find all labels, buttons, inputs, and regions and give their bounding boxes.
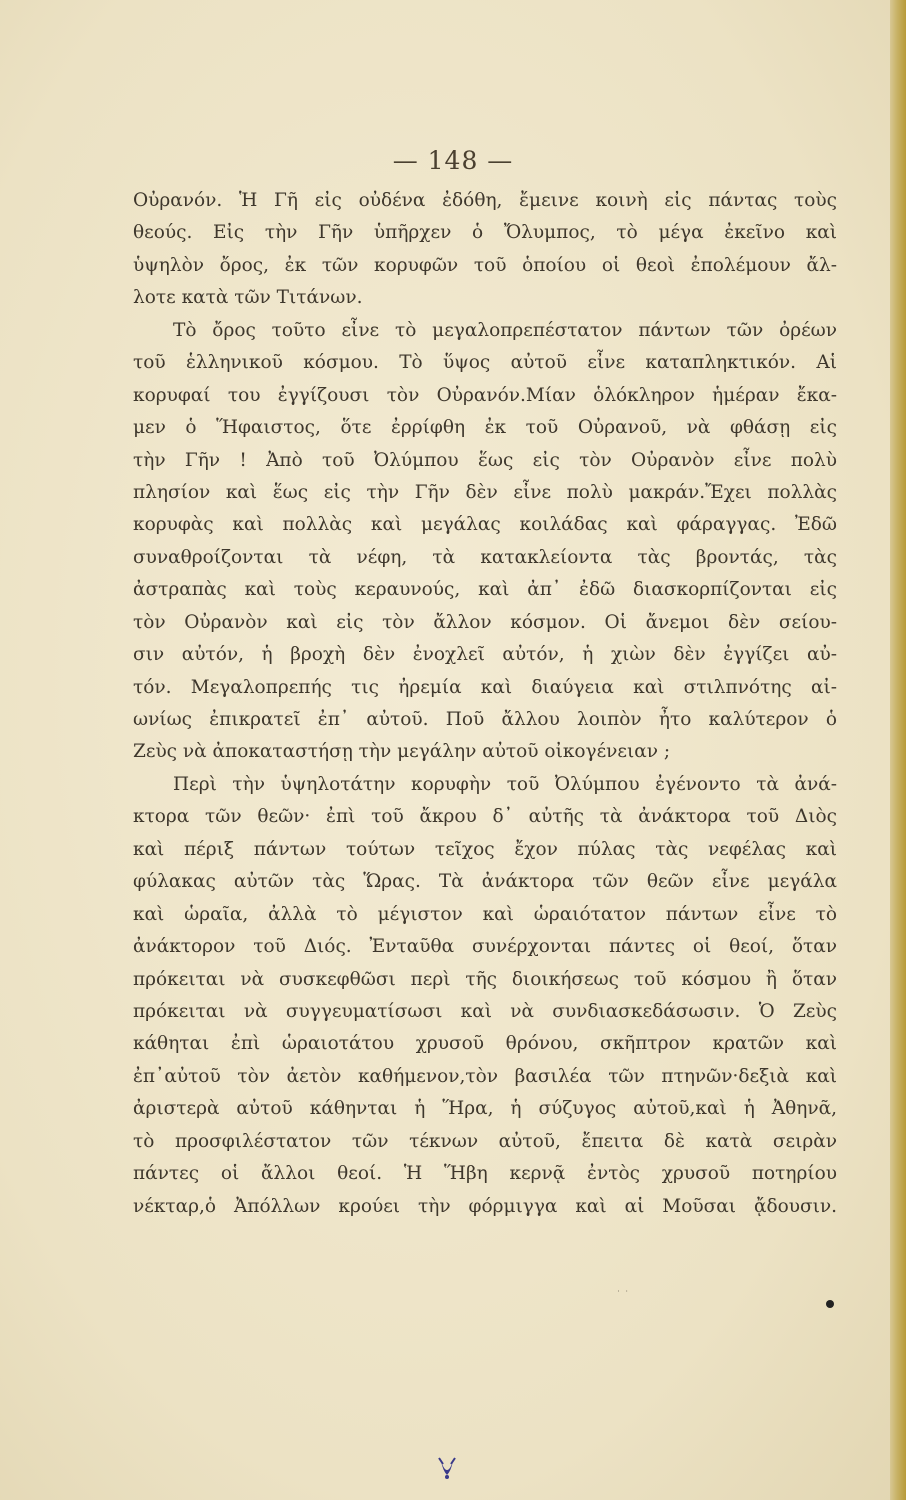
text-line: ἀνάκτορον τοῦ Διός. Ἐνταῦθα συνέρχονται πάντες οἱ θεοί, ὅταν [133, 936, 837, 958]
text-line: τοῦ ἑλληνικοῦ κόσμου. Τὸ ὕψος αὐτοῦ εἶνε καταπληκτικόν. Αἱ [133, 352, 837, 374]
text-line: θεούς. Εἰς τὴν Γῆν ὑπῆρχεν ὁ Ὄλυμπος, τὸ μέγα ἐκεῖνο καὶ [133, 222, 837, 244]
text-line: Οὐρανόν. Ἡ Γῆ εἰς οὐδένα ἐδόθη, ἔμεινε κοινὴ εἰς πάντας τοὺς [133, 190, 837, 211]
text-line: συναθροίζονται τὰ νέφη, τὰ κατακλείοντα τὰς βροντάς, τὰς [133, 546, 837, 568]
text-line: ἐπ᾽αὐτοῦ τὸν ἀετὸν καθήμενον,τὸν βασιλέα τῶν πτηνῶν·δεξιὰ καὶ [133, 1065, 837, 1087]
text-line: πάντες οἱ ἄλλοι θεοί. Ἡ Ἥβη κερνᾷ ἐντὸς χρυσοῦ ποτηρίου [133, 1163, 837, 1185]
speck-marks: ˙ ˙ [616, 1290, 630, 1301]
text-line: νέκταρ,ὁ Ἀπόλλων κρούει τὴν φόρμιγγα καὶ αἱ Μοῦσαι ᾄδουσιν. [133, 1195, 837, 1217]
text-line: ὑψηλὸν ὄρος, ἐκ τῶν κορυφῶν τοῦ ὁποίου οἱ θεοὶ ἐπολέμουν ἄλ- [133, 254, 837, 276]
text-line: ἀστραπὰς καὶ τοὺς κεραυνούς, καὶ ἀπ᾽ ἐδῶ διασκορπίζονται εἰς [133, 579, 837, 601]
text-line: κτορα τῶν θεῶν· ἐπὶ τοῦ ἄκρου δ᾽ αὐτῆς τὰ ἀνάκτορα τοῦ Διὸς [133, 806, 837, 828]
page-number: — 148 — [392, 146, 514, 175]
text-line: κορυφαί του ἐγγίζουσι τὸν Οὐρανόν.Μίαν ὁλόκληρον ἡμέραν ἔκα- [133, 384, 837, 406]
text-line: τὸν Οὐρανὸν καὶ εἰς τὸν ἄλλον κόσμον. Οἱ ἄνεμοι δὲν σείου- [133, 611, 837, 633]
text-line: καὶ ὡραῖα, ἀλλὰ τὸ μέγιστον καὶ ὡραιότατον πάντων εἶνε τὸ [133, 903, 837, 925]
text-line: Ζεὺς νὰ ἀποκαταστήσῃ τὴν μεγάλην αὐτοῦ οἰκογένειαν ; [133, 741, 671, 763]
text-line: φύλακας αὐτῶν τὰς Ὥρας. Τὰ ἀνάκτορα τῶν θεῶν εἶνε μεγάλα [133, 871, 837, 893]
text-line: Τὸ ὄρος τοῦτο εἶνε τὸ μεγαλοπρεπέστατον πάντων τῶν ὀρέων [173, 319, 837, 341]
text-line: λοτε κατὰ τῶν Τιτάνων. [133, 287, 363, 309]
text-line: σιν αὐτόν, ἡ βροχὴ δὲν ἐνοχλεῖ αὐτόν, ἡ χιὼν δὲν ἐγγίζει αὐ- [133, 644, 837, 666]
text-line: τὴν Γῆν ! Ἀπὸ τοῦ Ὀλύμπου ἕως εἰς τὸν Οὐρανὸν εἶνε πολὺ [133, 449, 837, 471]
printer-ornament-icon [437, 1455, 457, 1481]
text-line: ωνίως ἐπικρατεῖ ἐπ᾽ αὐτοῦ. Ποῦ ἄλλου λοιπὸν ἦτο καλύτερον ὁ [133, 709, 837, 730]
body-text [133, 185, 837, 1223]
text-line: τόν. Μεγαλοπρεπής τις ἠρεμία καὶ διαύγεια καὶ στιλπνότης αἰ- [133, 676, 837, 698]
text-line: πρόκειται νὰ συσκεφθῶσι περὶ τῆς διοικήσεως τοῦ κόσμου ἢ ὅταν [133, 968, 837, 990]
text-line: μεν ὁ Ἥφαιστος, ὅτε ἐρρίφθη ἐκ τοῦ Οὐρανοῦ, νὰ φθάσῃ εἰς [133, 417, 837, 439]
text-line: Περὶ τὴν ὑψηλοτάτην κορυφὴν τοῦ Ὀλύμπου ἐγένοντο τὰ ἀνά- [173, 773, 837, 795]
text-line: τὸ προσφιλέστατον τῶν τέκνων αὐτοῦ, ἔπειτα δὲ κατὰ σειρὰν [133, 1130, 837, 1152]
text-line: κάθηται ἐπὶ ὡραιοτάτου χρυσοῦ θρόνου, σκῆπτρον κρατῶν καὶ [133, 1033, 837, 1055]
gilded-page-edge [890, 0, 906, 1500]
text-line: ἀριστερὰ αὐτοῦ κάθηνται ἡ Ἥρα, ἡ σύζυγος αὐτοῦ,καὶ ἡ Ἀθηνᾶ, [133, 1098, 837, 1120]
ink-dot [826, 1300, 834, 1308]
text-line: κορυφὰς καὶ πολλὰς καὶ μεγάλας κοιλάδας καὶ φάραγγας. Ἐδῶ [133, 514, 837, 536]
text-line: πλησίον καὶ ἕως εἰς τὴν Γῆν δὲν εἶνε πολὺ μακράν.Ἔχει πολλὰς [133, 481, 837, 503]
text-line: καὶ πέριξ πάντων τούτων τεῖχος ἔχον πύλας τὰς νεφέλας καὶ [133, 838, 837, 860]
text-line: πρόκειται νὰ συγγευματίσωσι καὶ νὰ συνδιασκεδάσωσιν. Ὁ Ζεὺς [133, 1000, 837, 1022]
